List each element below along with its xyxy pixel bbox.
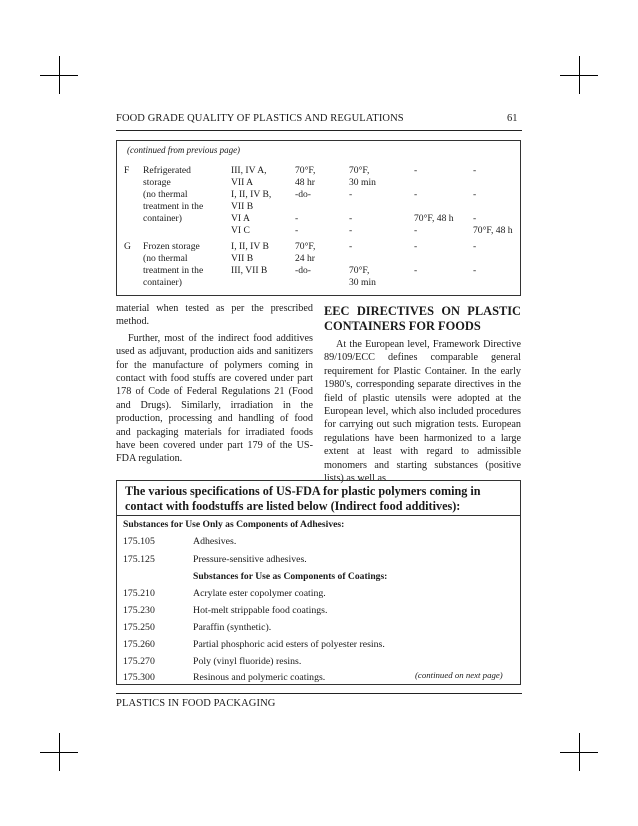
table-cell: 70°F, xyxy=(295,241,316,252)
table-cell: Refrigerated xyxy=(143,165,191,176)
regulation-code: 175.125 xyxy=(123,554,155,565)
section-heading: EEC DIRECTIVES ON PLASTIC CONTAINERS FOR FOODS xyxy=(324,304,521,333)
table-cell: 70°F, xyxy=(295,165,316,176)
table-cell: VI A xyxy=(231,213,250,224)
table-cell: I, II, IV B xyxy=(231,241,269,252)
crop-mark xyxy=(579,733,580,771)
running-footer: PLASTICS IN FOOD PACKAGING xyxy=(116,698,276,709)
table-cell: VII B xyxy=(231,253,254,264)
table-cell: 70°F, 48 h xyxy=(414,213,454,224)
table-cell: treatment in the xyxy=(143,265,204,276)
crop-mark xyxy=(59,56,60,94)
regulation-code: 175.300 xyxy=(123,672,155,683)
table-cell: (no thermal xyxy=(143,189,188,200)
table-cell: - xyxy=(414,265,418,276)
regulation-description: Pressure-sensitive adhesives. xyxy=(193,554,307,565)
regulation-code: 175.270 xyxy=(123,656,155,667)
box-title: The various specifications of US-FDA for plastic polymers coming in contact with foodstuffs are listed below (Indirect food additives): xyxy=(125,484,481,513)
table-cell: - xyxy=(414,241,418,252)
table-cell: - xyxy=(295,225,299,236)
crop-mark xyxy=(579,56,580,94)
table-cell: 70°F, xyxy=(349,265,370,276)
table-cell: VII B xyxy=(231,201,254,212)
table-cell: - xyxy=(473,165,477,176)
continued-next-note: (continued on next page) xyxy=(415,670,503,680)
paragraph: Further, most of the indirect food additives used as adjuvant, production aids and sanitizers for the manufacture of polymers coming in contact with food stuffs are covered under part 178 of Code of Federal Regulations 21 (Food and Drugs). Similarly, irradiation in the production, processing and handling of food and packaging materials for irradiated foods have been covered under part 179 of the US-FDA regulation. xyxy=(116,332,313,465)
table-cell: - xyxy=(349,189,353,200)
table-cell: - xyxy=(349,241,353,252)
regulation-description: Adhesives. xyxy=(193,536,237,547)
specification-box xyxy=(116,480,521,685)
paragraph: At the European level, Framework Directive 89/109/ECC defines comparable general requirement for Plastic Container. In the early 1980's, corresponding separate directives in the field of plastic utensils were adopted at the European level, which also included procedures for carrying out such migration tests. European regulations have been harmonized to a large extent at least with regard to admissible monomers and starting substances (positive lists) as well as xyxy=(324,339,521,485)
running-header: FOOD GRADE QUALITY OF PLASTICS AND REGULATIONS xyxy=(116,113,404,124)
regulation-description: Paraffin (synthetic). xyxy=(193,622,272,633)
table-cell: (no thermal xyxy=(143,253,188,264)
table-cell: - xyxy=(473,213,477,224)
table-cell: container) xyxy=(143,277,182,288)
table-cell: VI C xyxy=(231,225,250,236)
table-cell: - xyxy=(473,241,477,252)
table-cell: container) xyxy=(143,213,182,224)
table-cell: - xyxy=(414,225,418,236)
regulation-description: Partial phosphoric acid esters of polyester resins. xyxy=(193,639,385,650)
regulation-description: Resinous and polymeric coatings. xyxy=(193,672,326,683)
box-divider xyxy=(117,515,520,516)
regulation-description: Hot-melt strippable food coatings. xyxy=(193,605,328,616)
table-cell: - xyxy=(473,189,477,200)
regulation-description: Poly (vinyl fluoride) resins. xyxy=(193,656,302,667)
table-cell: - xyxy=(349,213,353,224)
regulation-code: 175.210 xyxy=(123,588,155,599)
continued-label: (continued from previous page) xyxy=(127,145,241,155)
left-column xyxy=(116,302,313,466)
table-cell: 24 hr xyxy=(295,253,315,264)
subheading-adhesives: Substances for Use Only as Components of Adhesives: xyxy=(123,519,345,530)
table-cell: -do- xyxy=(295,265,311,276)
subheading-coatings: Substances for Use as Components of Coatings: xyxy=(193,571,388,582)
regulation-code: 175.250 xyxy=(123,622,155,633)
table-cell: - xyxy=(414,165,418,176)
table-cell: VII A xyxy=(231,177,254,188)
regulation-description: Acrylate ester copolymer coating. xyxy=(193,588,326,599)
table-cell: treatment in the xyxy=(143,201,204,212)
regulation-code: 175.230 xyxy=(123,605,155,616)
regulation-code: 175.260 xyxy=(123,639,155,650)
table-cell: G xyxy=(124,241,131,252)
footer-rule xyxy=(116,693,522,694)
right-column xyxy=(324,302,521,485)
table-cell: 48 hr xyxy=(295,177,315,188)
table-cell: storage xyxy=(143,177,171,188)
regulation-code: 175.105 xyxy=(123,536,155,547)
table-cell: III, VII B xyxy=(231,265,268,276)
continued-table xyxy=(116,140,521,296)
table-cell: 30 min xyxy=(349,277,376,288)
table-cell: F xyxy=(124,165,130,176)
table-cell: - xyxy=(473,265,477,276)
table-cell: - xyxy=(349,225,353,236)
table-cell: 30 min xyxy=(349,177,376,188)
table-cell: Frozen storage xyxy=(143,241,200,252)
table-cell: III, IV A, xyxy=(231,165,267,176)
crop-mark xyxy=(59,733,60,771)
table-cell: - xyxy=(295,213,299,224)
table-cell: - xyxy=(414,189,418,200)
table-cell: I, II, IV B, xyxy=(231,189,272,200)
table-cell: 70°F, xyxy=(349,165,370,176)
table-cell: -do- xyxy=(295,189,311,200)
paragraph: material when tested as per the prescribed method. xyxy=(116,303,313,328)
table-cell: 70°F, 48 h xyxy=(473,225,513,236)
header-rule xyxy=(116,130,522,131)
page-number: 61 xyxy=(507,113,518,124)
